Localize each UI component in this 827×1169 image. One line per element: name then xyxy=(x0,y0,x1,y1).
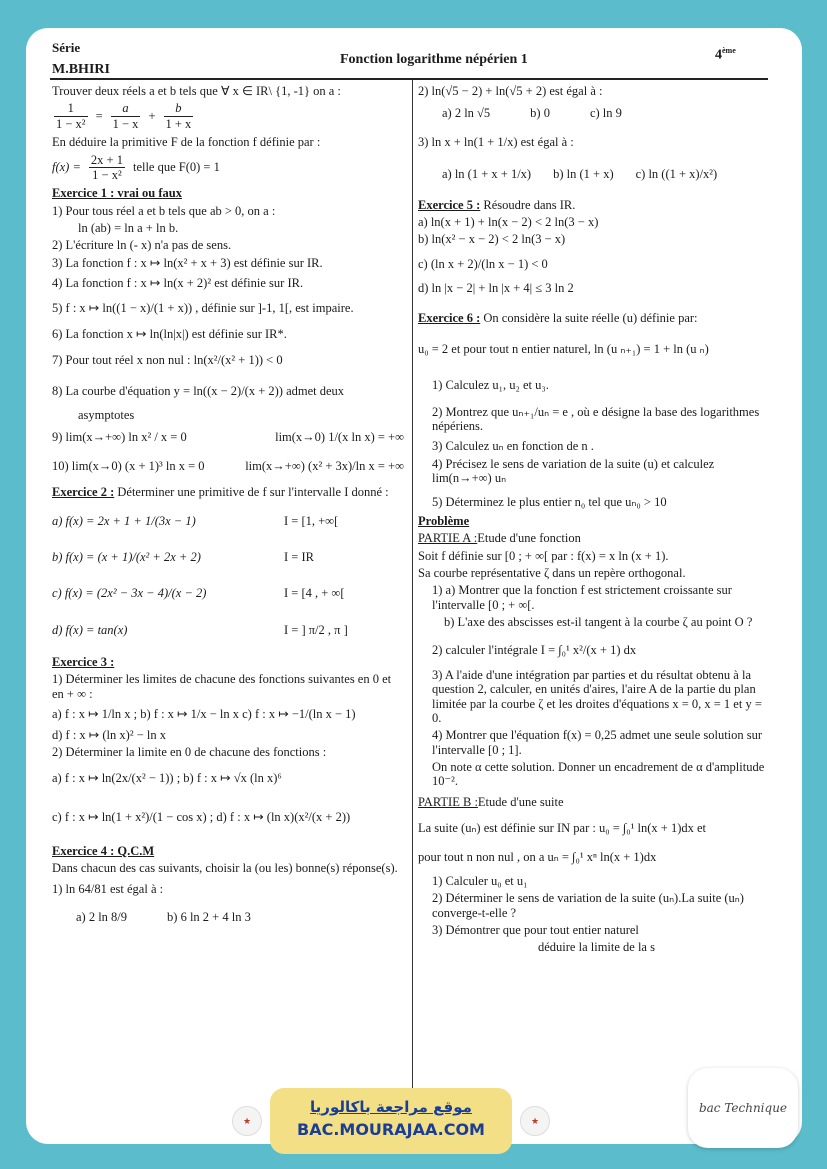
ex4-intro: Dans chacun des cas suivants, choisir la (ou les) bonne(s) réponse(s). xyxy=(52,861,398,876)
ex1-item: 5) f : x ↦ ln((1 − x)/(1 + x)) , définie sur ]-1, 1[, est impaire. xyxy=(52,300,354,315)
option: c) ln 9 xyxy=(589,106,622,121)
ex6-title: Exercice 6 : xyxy=(418,311,481,326)
header-rule xyxy=(50,78,768,80)
frac-den: 1 − x² xyxy=(92,167,122,182)
partA-item: b) L'axe des abscisses est-il tangent à la courbe ζ au point O ? xyxy=(444,615,753,629)
ex3-q1: 1) Déterminer les limites de chacune des fonctions suivantes en 0 et en + ∞ : xyxy=(52,672,392,701)
frac-f xyxy=(89,153,125,183)
probleme-title: Problème xyxy=(418,513,470,528)
ex1-item: 8) La courbe d'équation y = ln((x − 2)/(x + 2)) admet deux xyxy=(52,383,345,398)
ex6-definition: u₀ = 2 et pour tout n entier naturel, ln (u ₙ₊₁) = 1 + ln (u ₙ) xyxy=(418,341,709,356)
ex4-q1: 1) ln 64/81 est égal à : xyxy=(52,881,164,896)
frac-num: b xyxy=(164,101,194,116)
site-badge-arabic: موقع مراجعة باكالوريا xyxy=(310,1098,472,1116)
ex2-function: c) f(x) = (2x² − 3x − 4)/(x − 2) xyxy=(52,586,207,601)
left-column xyxy=(52,84,404,929)
ex4-q2-options xyxy=(418,106,768,120)
ex5-item: d) ln |x − 2| + ln |x + 4| ≤ 3 ln 2 xyxy=(418,281,574,295)
ex5-title: Exercice 5 : xyxy=(418,197,481,212)
partB-item: 1) Calculer u₀ et u₁ xyxy=(432,873,528,888)
option: b) 0 xyxy=(530,106,550,121)
frac-den: 1 + x xyxy=(165,116,192,131)
option: a) 2 ln √5 xyxy=(442,106,491,121)
limit-10b: lim(x→+∞) (x² + 3x)/ln x = +∞ xyxy=(245,458,404,473)
partA-item: 1) a) Montrer que la fonction f est strictement croissante sur l'intervalle [0 ; + ∞[. xyxy=(432,583,732,612)
frac-num: a xyxy=(111,101,141,116)
ex5-item: a) ln(x + 1) + ln(x − 2) < 2 ln(3 − x) xyxy=(418,214,599,229)
ex2-interval: I = [1, +∞[ xyxy=(284,513,339,528)
ex3-q1-items: a) f : x ↦ 1/ln x ; b) f : x ↦ 1/x − ln x c) f : x ↦ −1/(ln x − 1) xyxy=(52,707,356,722)
partA-title-tail: Etude d'une fonction xyxy=(477,531,581,546)
level-number: 4 xyxy=(715,47,722,63)
frac-den: 1 − x² xyxy=(56,116,86,131)
ex1-item: 6) La fonction x ↦ ln(ln|x|) est définie sur IR*. xyxy=(52,326,287,341)
ex3-q2: 2) Déterminer la limite en 0 de chacune des fonctions : xyxy=(52,744,327,759)
ex6-title-tail: On considère la suite réelle (u) définie par: xyxy=(483,311,698,326)
intro-equation xyxy=(52,101,404,131)
partB-title-tail: Etude d'une suite xyxy=(477,794,564,809)
frac-lhs xyxy=(54,101,88,131)
option: b) 6 ln 2 + 4 ln 3 xyxy=(167,910,251,925)
ex1-item: 3) La fonction f : x ↦ ln(x² + x + 3) est définie sur IR. xyxy=(52,255,323,270)
partB-title: PARTIE B : xyxy=(418,794,478,809)
partA-heading xyxy=(418,531,768,545)
frac-num: 2x + 1 xyxy=(90,152,123,167)
ex6-heading xyxy=(418,311,768,325)
bac-technique-stamp: bac Technique xyxy=(688,1068,798,1148)
site-badge-url[interactable]: BAC.MOURAJAA.COM xyxy=(297,1120,485,1139)
exam-sheet xyxy=(50,40,770,1140)
ex2-item xyxy=(52,514,404,528)
site-badge[interactable] xyxy=(270,1088,512,1154)
option: c) ln ((1 + x)/x²) xyxy=(635,167,718,182)
partB-item: 3) Démontrer que pour tout entier naturel xyxy=(432,923,639,937)
ex1-item-10 xyxy=(52,459,404,473)
partA-title: PARTIE A : xyxy=(418,531,478,546)
partA-intro: Sa courbe représentative ζ dans un repère orthogonal. xyxy=(418,565,686,580)
ex5-item: b) ln(x² − x − 2) < 2 ln(3 − x) xyxy=(418,232,566,247)
intro-line2: En déduire la primitive F de la fonction f définie par : xyxy=(52,135,321,150)
option: a) ln (1 + x + 1/x) xyxy=(442,167,532,182)
partB-def: pour tout n non nul , on a uₙ = ∫₀¹ xⁿ ln(x + 1)dx xyxy=(418,849,657,864)
ex1-item-9 xyxy=(52,430,404,444)
site-logo-icon: ★ xyxy=(232,1106,262,1136)
limit-10a: 10) lim(x→0) (x + 1)³ ln x = 0 xyxy=(52,458,205,473)
equals-sign: = xyxy=(95,109,103,124)
ex1-item: 4) La fonction f : x ↦ ln(x + 2)² est définie sur IR. xyxy=(52,276,304,291)
ex1-item: asymptotes xyxy=(78,408,135,422)
f-of-x: f(x) = xyxy=(52,160,81,175)
right-column xyxy=(418,84,768,958)
ex4-q3-options xyxy=(418,167,768,181)
plus-sign: + xyxy=(148,109,156,124)
ex2-function: b) f(x) = (x + 1)/(x² + 2x + 2) xyxy=(52,549,201,564)
limit-9b: lim(x→0) 1/(x ln x) = +∞ xyxy=(275,430,404,445)
partB-item: déduire la limite de la s xyxy=(538,940,655,955)
ex2-item xyxy=(52,623,404,637)
ex5-title-tail: Résoudre dans IR. xyxy=(483,197,576,212)
ex1-title: Exercice 1 : vrai ou faux xyxy=(52,186,182,201)
ex3-q2-ab: a) f : x ↦ ln(2x/(x² − 1)) ; b) f : x ↦ √x (ln x)⁶ xyxy=(52,771,282,786)
ex4-q3: 3) ln x + ln(1 + 1/x) est égal à : xyxy=(418,134,574,149)
column-divider xyxy=(412,80,413,1140)
ex6-item: 3) Calculez uₙ en fonction de n . xyxy=(432,439,594,454)
partA-item: On note α cette solution. Donner un encadrement de α d'amplitude 10⁻². xyxy=(432,760,765,789)
header-title: Fonction logarithme népérien 1 xyxy=(340,52,528,67)
ex1-item: 1) Pour tous réel a et b tels que ab > 0, on a : xyxy=(52,203,276,218)
ex5-item: c) (ln x + 2)/(ln x − 1) < 0 xyxy=(418,256,548,271)
limit-9a: 9) lim(x→+∞) ln x² / x = 0 xyxy=(52,430,187,445)
header-serie: Série xyxy=(52,40,81,55)
header-level xyxy=(715,46,736,64)
partB-heading xyxy=(418,795,768,809)
intro-f-definition xyxy=(52,153,404,183)
ex6-item: 5) Déterminez le plus entier n₀ tel que uₙ₀ > 10 xyxy=(432,495,667,510)
ex4-title: Exercice 4 : Q.C.M xyxy=(52,844,155,858)
ex2-function: a) f(x) = 2x + 1 + 1/(3x − 1) xyxy=(52,513,196,528)
ex6-item: 4) Précisez le sens de variation de la suite (u) et calculez lim(n→+∞) uₙ xyxy=(432,456,715,485)
option: b) ln (1 + x) xyxy=(553,167,614,182)
partA-item: 4) Montrer que l'équation f(x) = 0,25 admet une seule solution sur l'intervalle [0 ; 1]. xyxy=(432,728,763,757)
partA-item: 2) calculer l'intégrale I = ∫₀¹ x²/(x + 1) dx xyxy=(432,643,637,658)
intro-line1: Trouver deux réels a et b tels que ∀ x ∈ IR\ {1, -1} on a : xyxy=(52,84,341,98)
ex6-item: 2) Montrez que uₙ₊₁/uₙ = e , où e désigne la base des logarithmes népériens. xyxy=(432,404,760,433)
partB-def: La suite (uₙ) est définie sur IN par : u₀ = ∫₀¹ ln(x + 1)dx et xyxy=(418,821,707,836)
ex5-heading xyxy=(418,198,768,212)
ex3-q1-d: d) f : x ↦ (ln x)² − ln x xyxy=(52,727,166,742)
frac-num: 1 xyxy=(54,101,88,116)
header-author: M.BHIRI xyxy=(52,62,110,77)
ex1-item: 2) L'écriture ln (- x) n'a pas de sens. xyxy=(52,238,232,253)
ex2-function: d) f(x) = tan(x) xyxy=(52,622,128,637)
site-logo-icon: ★ xyxy=(520,1106,550,1136)
partA-item: 3) A l'aide d'une intégration par parties et du résultat obtenu à la question 2, calculer, en unités d'aires, l'aire A de la partie du plan limitée par la courbe ζ et les droites d'équations x = 0, x = 1 et y = 0. xyxy=(432,667,762,725)
f-tail: telle que F(0) = 1 xyxy=(132,160,220,175)
ex2-interval: I = IR xyxy=(284,549,314,564)
ex1-item: 7) Pour tout réel x non nul : ln(x²/(x² + 1)) < 0 xyxy=(52,353,283,368)
ex2-title-tail: Déterminer une primitive de f sur l'intervalle I donné : xyxy=(117,485,389,500)
frac-b xyxy=(164,101,194,131)
partA-intro: Soit f définie sur [0 ; + ∞[ par : f(x) = x ln (x + 1). xyxy=(418,548,669,563)
ex2-heading xyxy=(52,485,404,499)
partB-item: 2) Déterminer le sens de variation de la suite (uₙ).La suite (uₙ) converge-t-elle ? xyxy=(432,891,744,920)
ex3-title: Exercice 3 : xyxy=(52,655,115,669)
ex6-item: 1) Calculez u₁, u₂ et u₃. xyxy=(432,378,549,393)
frac-a xyxy=(111,101,141,131)
option: a) 2 ln 8/9 xyxy=(76,910,128,925)
level-suffix: ème xyxy=(722,46,736,55)
ex2-item xyxy=(52,550,404,564)
ex2-interval: I = ] π/2 , π ] xyxy=(284,622,348,637)
page-frame xyxy=(26,28,802,1144)
ex3-q2-cd: c) f : x ↦ ln(1 + x²)/(1 − cos x) ; d) f : x ↦ (ln x)(x²/(x + 2)) xyxy=(52,809,351,824)
ex2-interval: I = [4 , + ∞[ xyxy=(284,586,345,601)
frac-den: 1 − x xyxy=(112,116,139,131)
ex2-item xyxy=(52,586,404,600)
ex2-title: Exercice 2 : xyxy=(52,485,115,500)
ex4-q1-options xyxy=(52,910,404,924)
ex1-item: ln (ab) = ln a + ln b. xyxy=(78,221,179,235)
ex4-q2: 2) ln(√5 − 2) + ln(√5 + 2) est égal à : xyxy=(418,84,603,98)
